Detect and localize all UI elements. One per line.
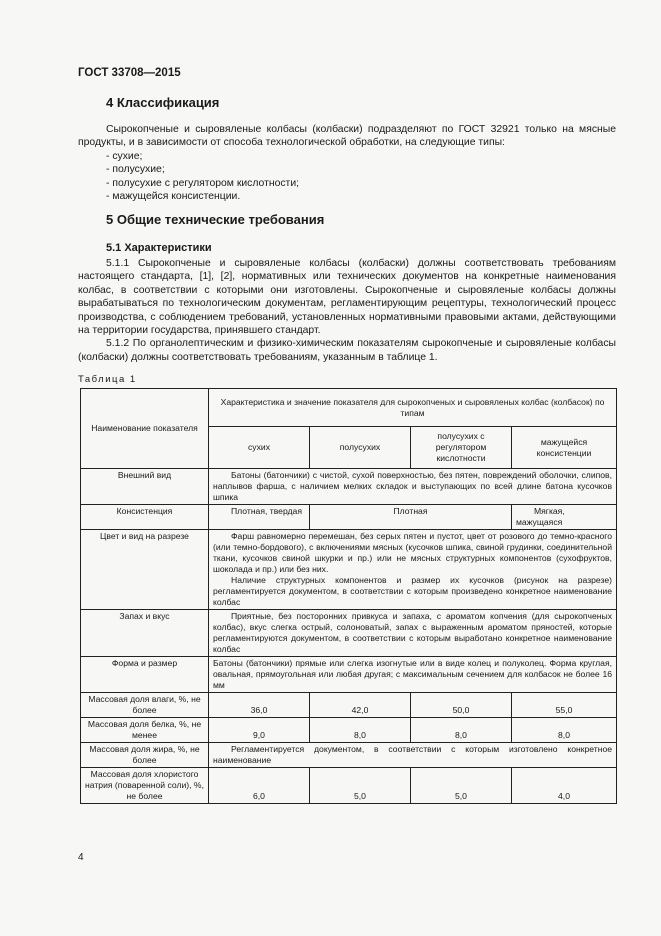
row-name: Форма и размер (81, 657, 209, 693)
cut-text-2: Наличие структурных компонентов и размер их кусочков (рисунок на разрезе) регламентируется документом, в соответствии с которым произведено конкретное наименование колбас (213, 575, 613, 607)
moisture-semidry: 42,0 (310, 693, 411, 718)
list-item: - полусухие с регулятором кислотности; (106, 177, 300, 189)
row-name: Консистенция (81, 505, 209, 530)
section-4-title: 4 Классификация (106, 95, 220, 110)
section-4-text (78, 123, 616, 150)
salt-semidry: 5,0 (310, 768, 411, 804)
consistency-semidry: Плотная (310, 505, 512, 530)
row-name: Массовая доля влаги, %, не более (81, 693, 209, 718)
header-type-dry: сухих (209, 427, 310, 469)
protein-dry: 9,0 (209, 718, 310, 743)
row-name: Массовая доля жира, %, не более (81, 743, 209, 768)
header-type-group: Характеристика и значение показателя для сырокопченых и сыровяленых колбас (колбасок) по типам (209, 389, 617, 427)
consistency-dry: Плотная, твердая (209, 505, 310, 530)
consistency-spreadable: Мягкая, мажущаяся (512, 505, 617, 530)
row-name: Массовая доля белка, %, не менее (81, 718, 209, 743)
type-list (106, 150, 299, 204)
salt-semidry-acid: 5,0 (411, 768, 512, 804)
document-code: ГОСТ 33708—2015 (78, 67, 181, 79)
header-type-spreadable: мажущейся консистенции (512, 427, 617, 469)
row-name: Внешний вид (81, 469, 209, 505)
cut-value (209, 530, 617, 610)
shape-value: Батоны (батончики) прямые или слегка изогнутые или в виде колец и полуколец. Форма круглая, овальная, прямоугольная или любая другая; с максимальным сечением для колбасок не более 16 мм (209, 657, 617, 693)
table-row (81, 743, 617, 768)
header-type-semidry: полусухих (310, 427, 411, 469)
table-1 (80, 388, 617, 804)
salt-dry: 6,0 (209, 768, 310, 804)
moisture-dry: 36,0 (209, 693, 310, 718)
list-item: - полусухие; (106, 164, 165, 176)
moisture-semidry-acid: 50,0 (411, 693, 512, 718)
table-caption: Таблица 1 (78, 374, 137, 385)
row-name: Цвет и вид на разрезе (81, 530, 209, 610)
table-row (81, 657, 617, 693)
table-row (81, 718, 617, 743)
section-5-1-title: 5.1 Характеристики (106, 242, 212, 254)
table-row (81, 768, 617, 804)
table-row (81, 610, 617, 657)
classification-paragraph: Сырокопченые и сыровяленые колбасы (колбаски) подразделяют по ГОСТ 32921 только на мясные продукты, и в зависимости от способа технологической обработки, на следующие типы: (78, 124, 616, 149)
table-row (81, 693, 617, 718)
paragraph-5-1-1: 5.1.1 Сырокопченые и сыровяленые колбасы (колбаски) должны соответствовать требованиям настоящего стандарта, [1], [2], нормативных или технических документов на конкретные наименования колбас, в соответствии с которыми они изготовлены. Сырокопченые и сыровяленые колбасы должны вырабатываться по технологическим документам, регламентирующим рецептуры, технологический процесс производства, с соблюдением требований, установленных нормативными правовыми актами, действующими на территории государства, принявшего стандарт. (78, 258, 616, 337)
protein-semidry: 8,0 (310, 718, 411, 743)
table-row (81, 505, 617, 530)
moisture-spreadable: 55,0 (512, 693, 617, 718)
row-name: Запах и вкус (81, 610, 209, 657)
cut-text-1: Фарш равномерно перемешан, без серых пятен и пустот, цвет от розового до темно-красного (или темно-бордового), с включениями мясных (кусочков шпика, свиной грудинки, соединительной ткани, кусочков свиной шкурки и пр.) или не мясных структурных компонентов (сухофруктов, шоколада и пр.) или без них. (213, 531, 613, 574)
protein-semidry-acid: 8,0 (411, 718, 512, 743)
header-indicator-name: Наименование показателя (81, 389, 209, 469)
fat-value: Регламентируется документом, в соответствии с которым изготовлено конкретное наименование (209, 743, 617, 768)
protein-spreadable: 8,0 (512, 718, 617, 743)
table-row (81, 530, 617, 610)
list-item: - мажущейся консистенции. (106, 191, 241, 203)
header-type-semidry-acid: полусухих с регулятором кислотности (411, 427, 512, 469)
list-item: - сухие; (106, 151, 143, 162)
page-number: 4 (78, 852, 84, 863)
table-row (81, 469, 617, 505)
section-5-title: 5 Общие технические требования (106, 212, 325, 227)
smell-value: Приятные, без посторонних привкуса и запаха, с ароматом копчения (для сырокопченых колбас), вкус слегка острый, солоноватый, запах с выраженным ароматом пряностей, которые регламентируются документом, в соответствии с которым выработано конкретное наименование колбас (209, 610, 617, 657)
section-5-text (78, 257, 616, 364)
row-name: Массовая доля хлористого натрия (поваренной соли), %, не более (81, 768, 209, 804)
paragraph-5-1-2: 5.1.2 По органолептическим и физико-химическим показателям сырокопченые и сыровяленые колбасы (колбаски) должны соответствовать требованиям, указанным в таблице 1. (78, 338, 616, 363)
salt-spreadable: 4,0 (512, 768, 617, 804)
appearance-value: Батоны (батончики) с чистой, сухой поверхностью, без пятен, повреждений оболочки, слипов, наплывов фарша, с наличием мелких складок и выступающих по всей длине батона кусочков шпика (209, 469, 617, 505)
